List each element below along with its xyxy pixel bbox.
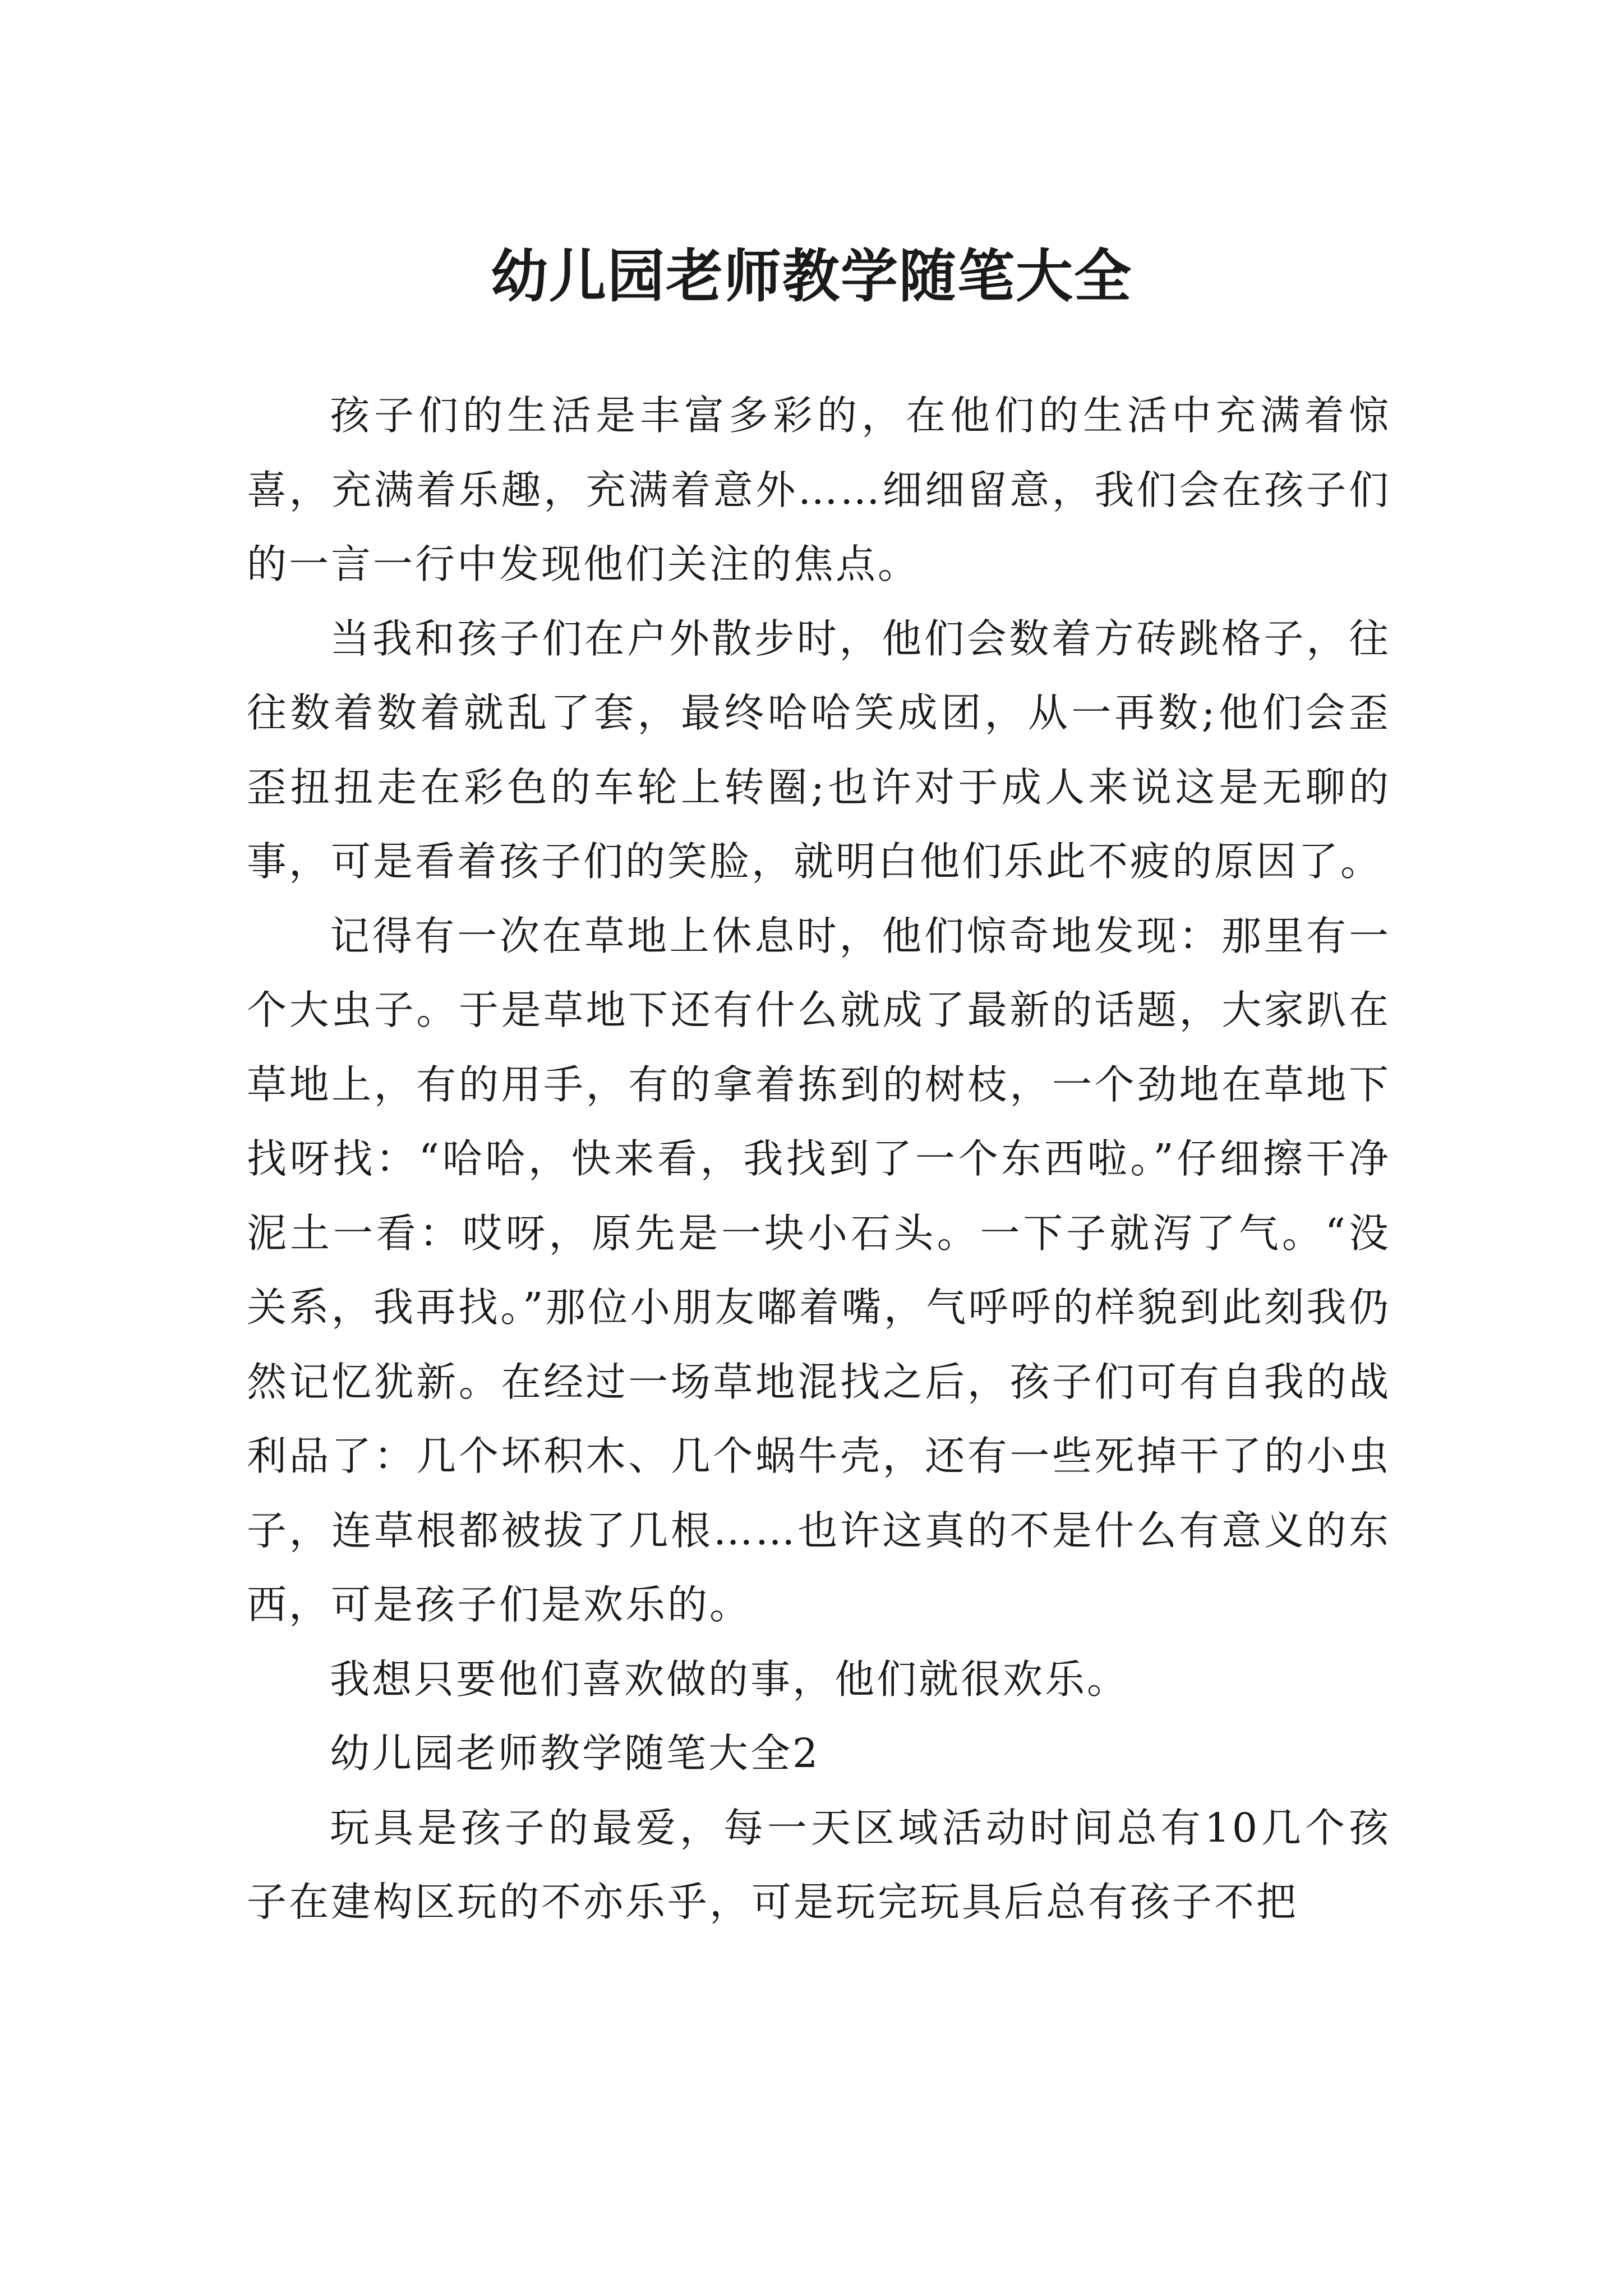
- paragraph-2: 当我和孩子们在户外散步时，他们会数着方砖跳格子，往往数着数着就乱了套，最终哈哈笑成团，从一再数;他们会歪歪扭扭走在彩色的车轮上转圈;也许对于成人来说这是无聊的事，可是看着孩子们的笑脸，就明白他们乐此不疲的原因了。: [247, 615, 1391, 885]
- section-heading-2: 幼儿园老师教学随笔大全2: [330, 1730, 820, 1777]
- document-body: [247, 379, 1391, 1940]
- document-title: 幼儿园老师教学随笔大全: [491, 243, 1132, 311]
- paragraph-1: 孩子们的生活是丰富多彩的，在他们的生活中充满着惊喜，充满着乐趣，充满着意外……细细留意，我们会在孩子们的一言一行中发现他们关注的焦点。: [247, 392, 1391, 587]
- paragraph-5: 玩具是孩子的最爱，每一天区域活动时间总有10几个孩子在建构区玩的不亦乐乎，可是玩完玩具后总有孩子不把: [247, 1804, 1391, 1925]
- paragraph-3: 记得有一次在草地上休息时，他们惊奇地发现：那里有一个大虫子。于是草地下还有什么就成了最新的话题，大家趴在草地上，有的用手，有的拿着拣到的树枝，一个劲地在草地下找呀找：“哈哈，快来看，我找到了一个东西啦。”仔细擦干净泥土一看：哎呀，原先是一块小石头。一下子就泻了气。“没关系，我再找。”那位小朋友嘟着嘴，气呼呼的样貌到此刻我仍然记忆犹新。在经过一场草地混找之后，孩子们可有自我的战利品了：几个坏积木、几个蜗牛壳，还有一些死掉干了的小虫子，连草根都被拔了几根……也许这真的不是什么有意义的东西，可是孩子们是欢乐的。: [247, 912, 1391, 1628]
- paragraph-4: 我想只要他们喜欢做的事，他们就很欢乐。: [330, 1655, 1129, 1703]
